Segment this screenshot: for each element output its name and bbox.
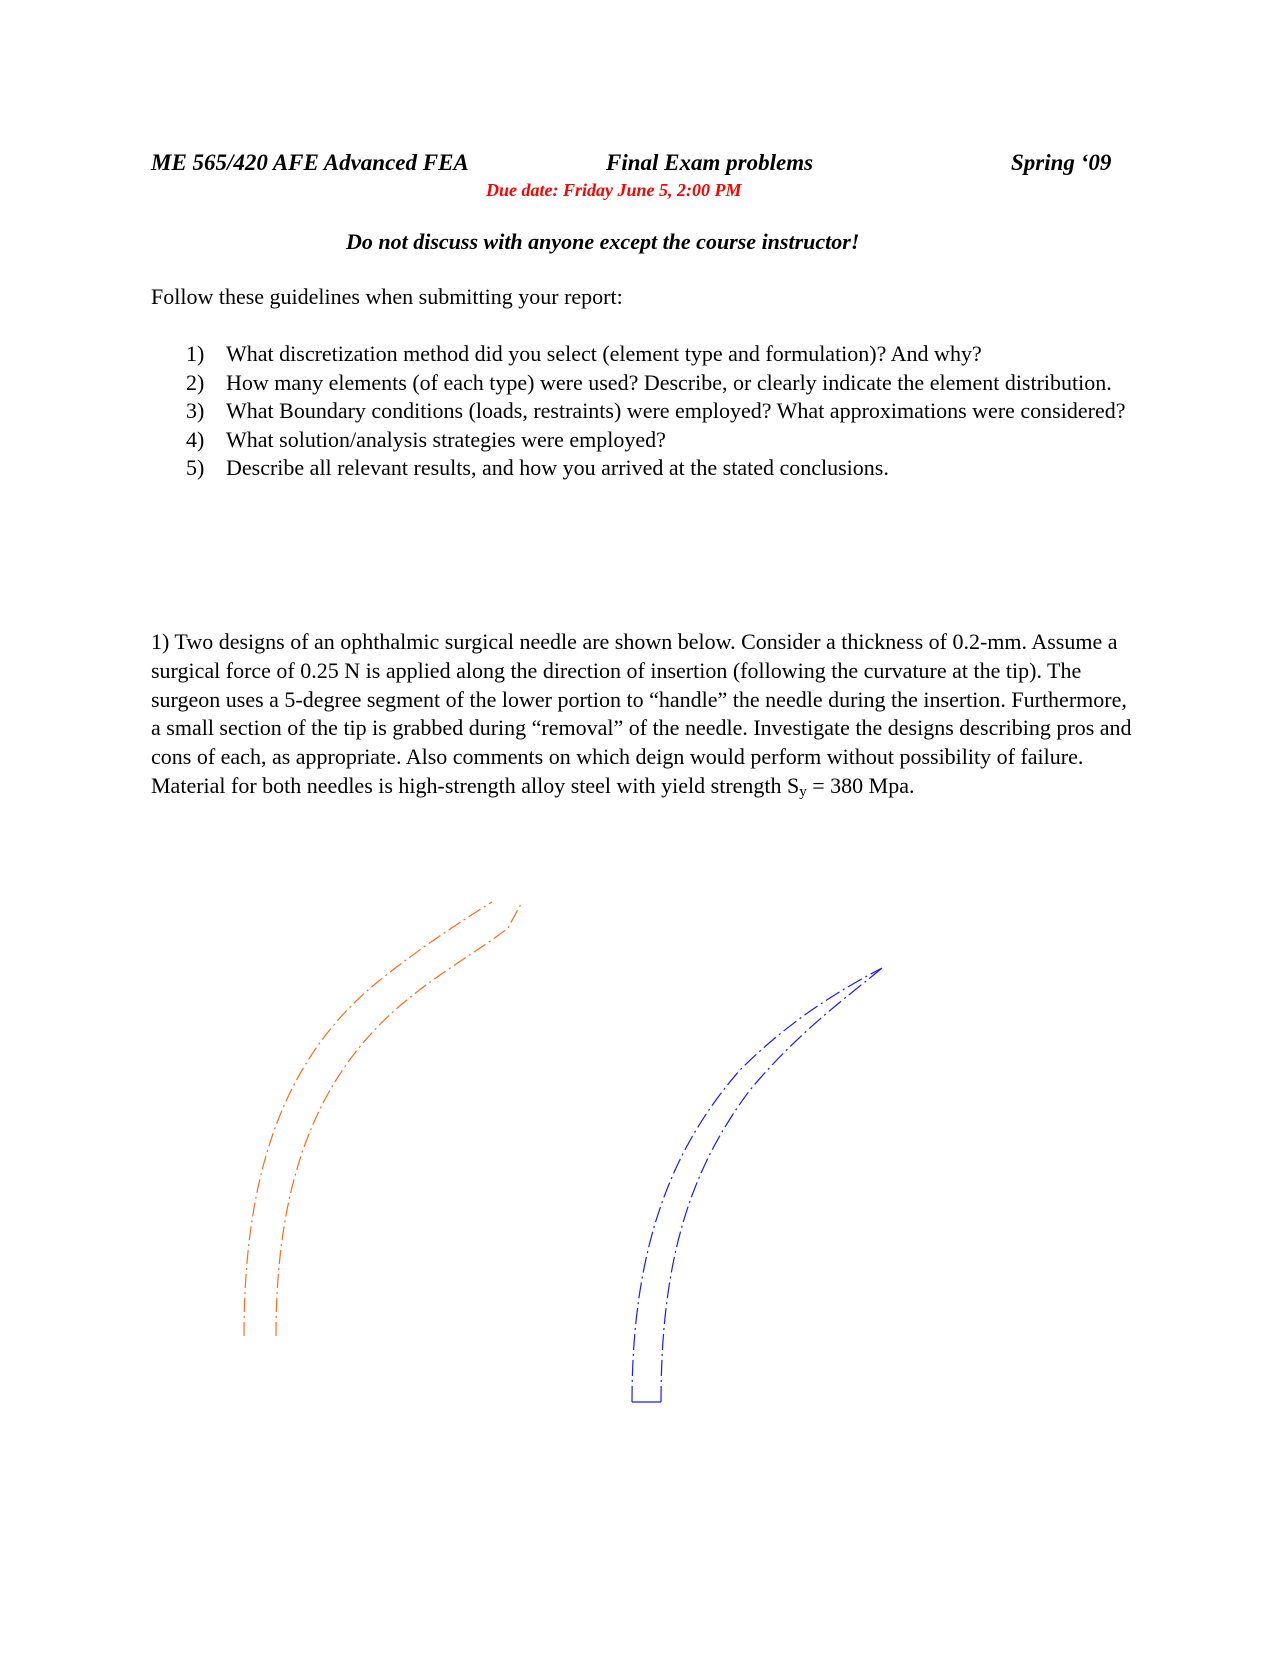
guideline-text: Describe all relevant results, and how you arrived at the stated conclusions. — [226, 455, 889, 480]
discussion-warning: Do not discuss with anyone except the course instructor! — [346, 229, 860, 254]
due-date: Due date: Friday June 5, 2:00 PM — [486, 180, 742, 200]
needle-1-outer-edge — [244, 902, 492, 1336]
needle-design-2 — [632, 968, 882, 1402]
guideline-text: How many elements (of each type) were used? Describe, or clearly indicate the element distribution. — [226, 369, 1112, 395]
guidelines-intro: Follow these guidelines when submitting your report: — [151, 284, 623, 309]
course-title: ME 565/420 AFE Advanced FEA — [151, 150, 469, 175]
guideline-number: 5) — [186, 455, 205, 480]
needle-design-1 — [244, 902, 522, 1336]
problem-text: 1) Two designs of an ophthalmic surgical needle are shown below. Consider a thickness of 0.2-mm. Assume a surgical force of 0.25 N is applied along the direction of insertion (following the curvature at the tip). The surgeon uses a 5-degree segment of the lower portion to “handle” the needle during the insertion. Furthermore, a small section of the tip is grabbed during “removal” of the needle. Investigate the designs describing pros and cons of each, as appropriate. Also comments on which deign would perform without possibility of failure. Material for both needles is high-strength alloy steel with yield strength S — [151, 629, 1132, 798]
guideline-number: 4) — [186, 426, 205, 452]
term-label: Spring ‘09 — [1011, 150, 1112, 175]
guideline-text: What solution/analysis strategies were employed? — [226, 426, 666, 452]
guideline-number: 2) — [186, 369, 205, 395]
guideline-text: What Boundary conditions (loads, restraints) were employed? What approximations were considered? — [226, 398, 1126, 423]
problem-tail: = 380 Mpa. — [806, 772, 915, 798]
guideline-number: 1) — [186, 341, 205, 366]
document-title: Final Exam problems — [606, 150, 814, 175]
guideline-text: What discretization method did you select (element type and formulation)? And why? — [226, 341, 982, 366]
yield-subscript: y — [799, 783, 807, 800]
needle-2-outer-edge — [632, 968, 882, 1402]
guideline-number: 3) — [186, 398, 205, 423]
needle-2-inner-edge — [661, 968, 882, 1402]
needle-1-inner-edge — [276, 902, 522, 1336]
